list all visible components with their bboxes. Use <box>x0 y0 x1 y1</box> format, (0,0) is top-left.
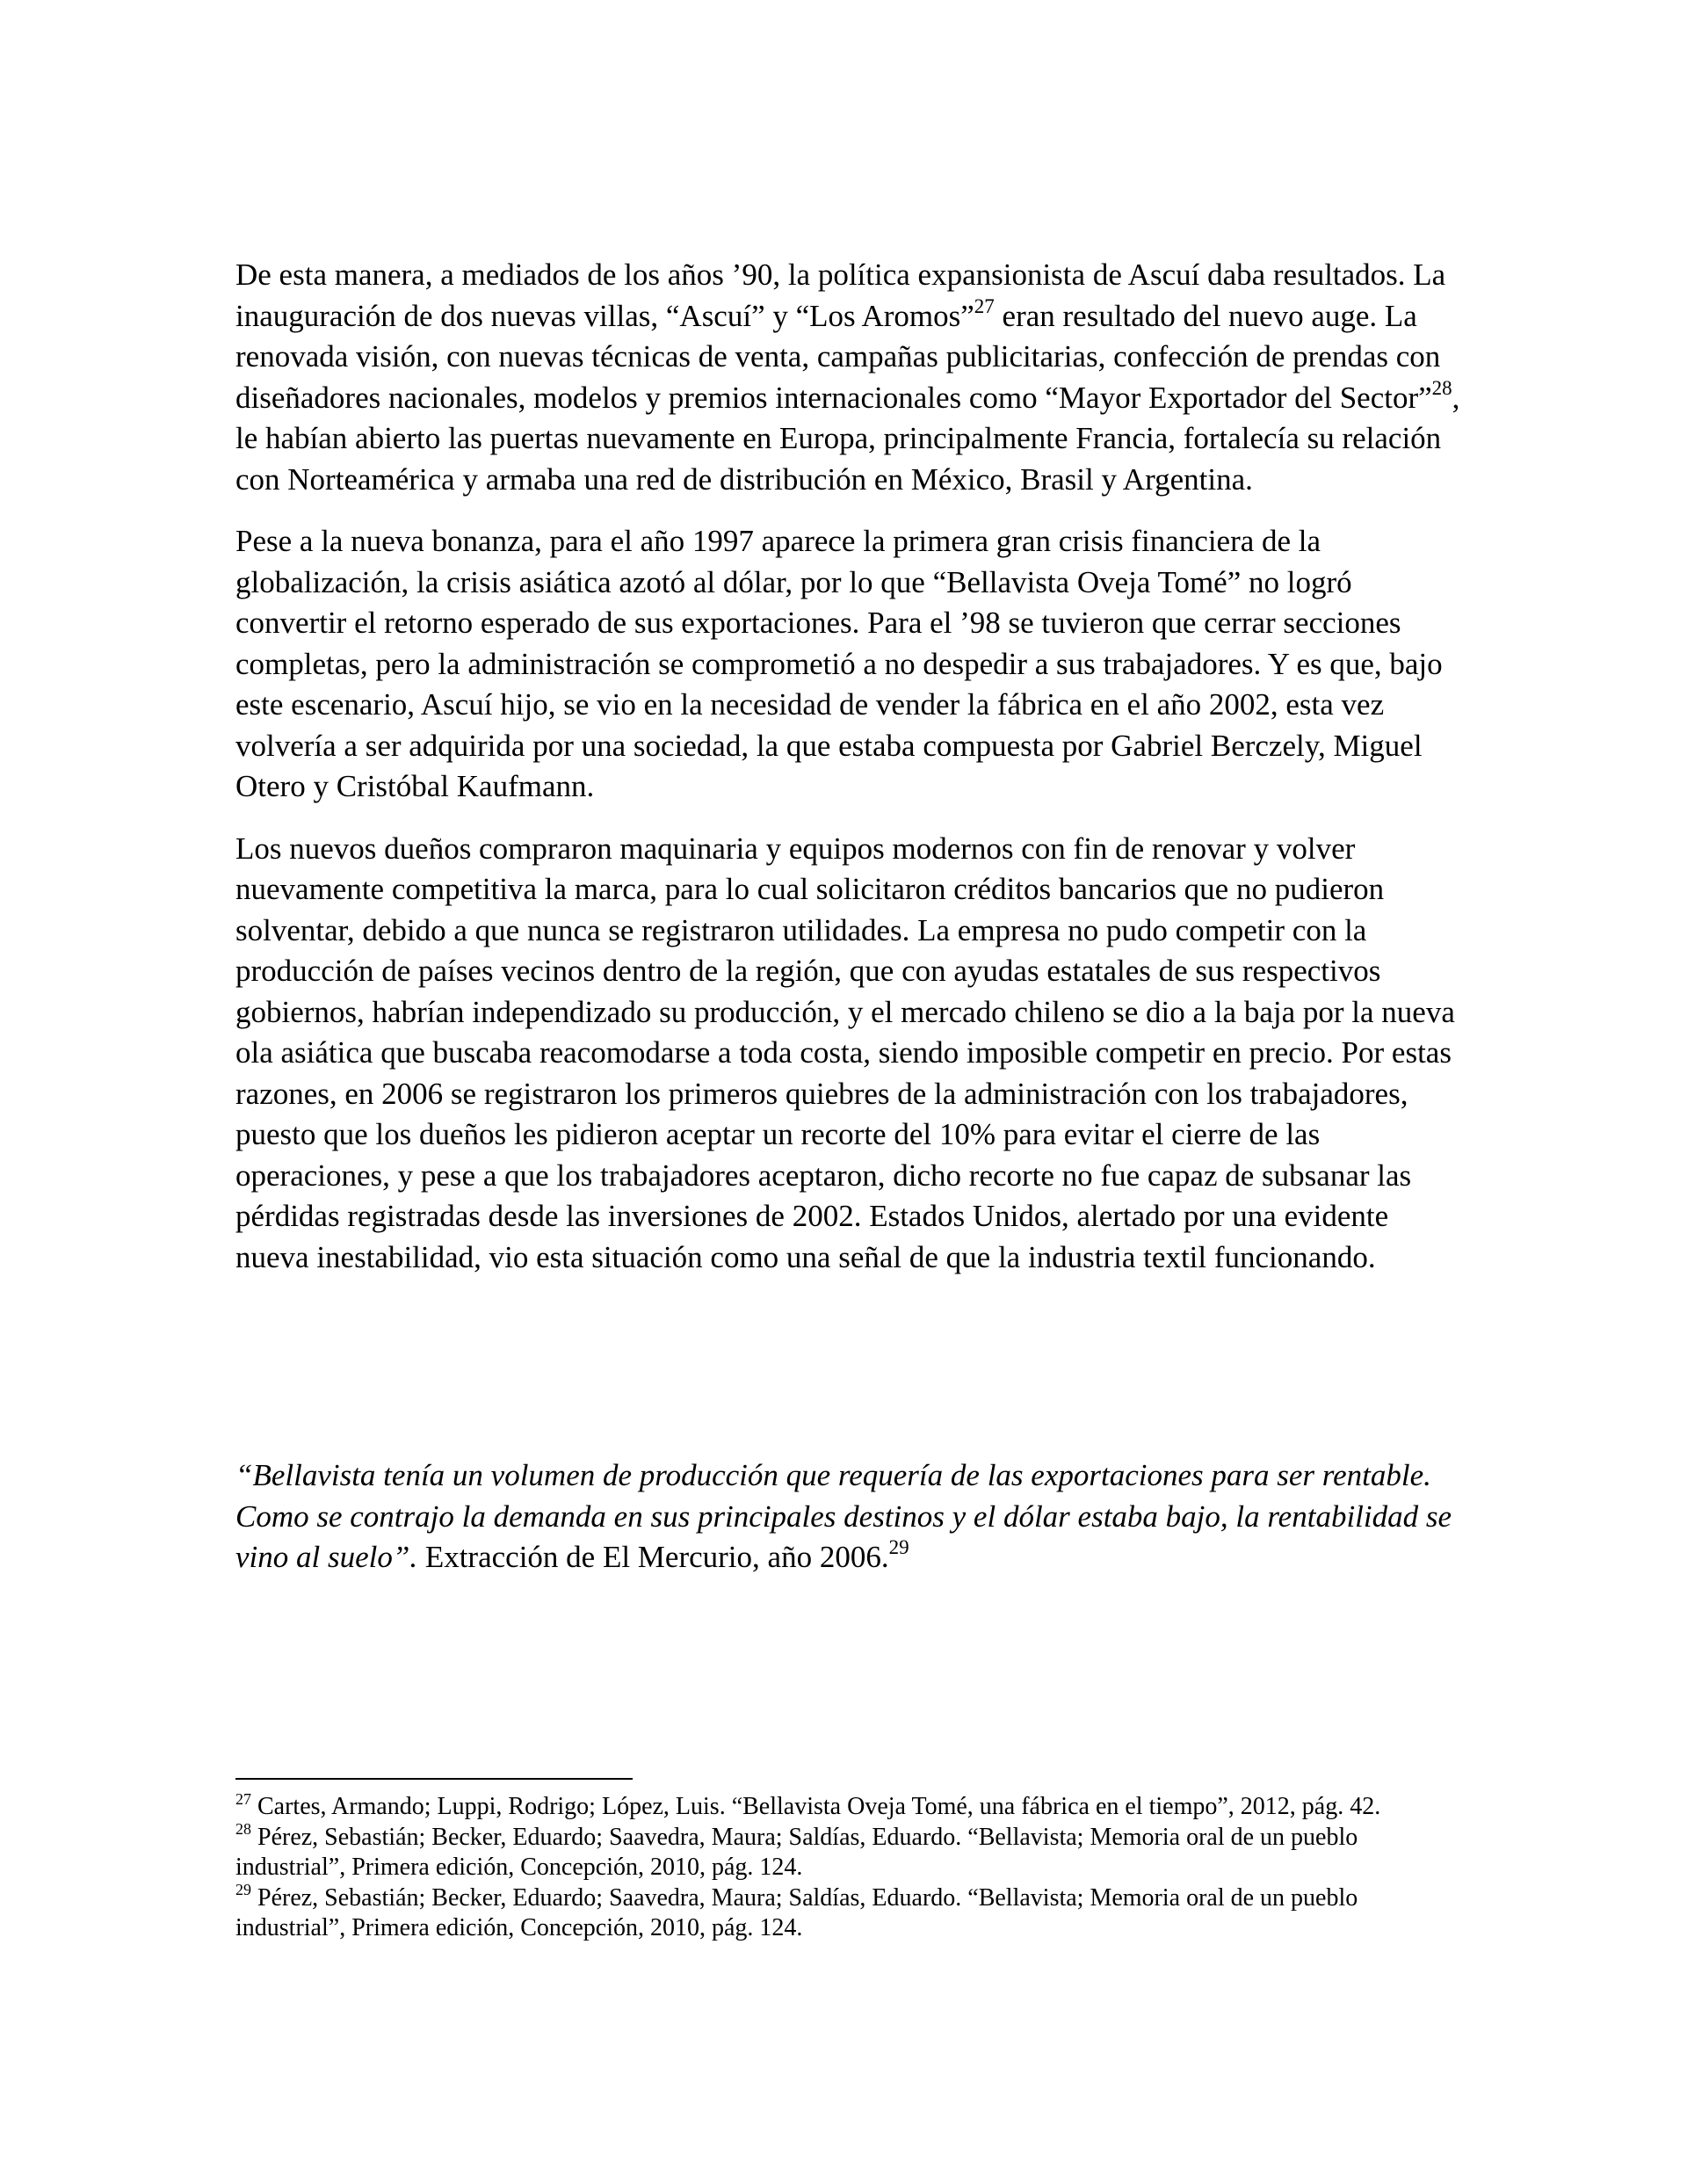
footnote-number: 29 <box>235 1881 251 1899</box>
footnote-ref-27[interactable]: 27 <box>974 294 995 317</box>
footnote-text: Cartes, Armando; Luppi, Rodrigo; López, Luis. “Bellavista Oveja Tomé, una fábrica en el tiempo”, 2012, pág. 42. <box>251 1793 1381 1820</box>
paragraph-text: De esta manera, a mediados de los años ’90, la política expansionista de Ascuí daba resultados. La inauguración de dos nuevas villas, “Ascuí” y “Los Aromos” <box>235 258 1446 333</box>
document-body <box>235 255 1466 1299</box>
quote-source: Extracción de El Mercurio, año 2006. <box>417 1540 889 1574</box>
paragraph-3 <box>235 829 1466 1279</box>
footnote-27 <box>235 1789 1466 1823</box>
footnote-text: Pérez, Sebastián; Becker, Eduardo; Saavedra, Maura; Saldías, Eduardo. “Bellavista; Memoria oral de un pueblo industrial”, Primera edición, Concepción, 2010, pág. 124. <box>235 1883 1358 1941</box>
paragraph-1 <box>235 255 1466 500</box>
paragraph-text: , le habían abierto las puertas nuevamente en Europa, principalmente Francia, fortalecía su relación con Norteamérica y armaba una red de distribución en México, Brasil y Argentina. <box>235 380 1460 497</box>
paragraph-2 <box>235 521 1466 808</box>
footnote-separator <box>235 1778 633 1780</box>
footnote-ref-28[interactable]: 28 <box>1431 376 1452 399</box>
footnote-number: 28 <box>235 1820 251 1839</box>
quote-text: “Bellavista tenía un volumen de producción que requería de las exportaciones para ser rentable. Como se contrajo la demanda en sus principales destinos y el dólar estaba bajo, la rentabilidad se vino al suelo”. <box>235 1458 1452 1574</box>
footnote-ref-29[interactable]: 29 <box>888 1536 909 1559</box>
footnote-29 <box>235 1883 1466 1944</box>
paragraph-text: Los nuevos dueños compraron maquinaria y equipos modernos con fin de renovar y volver nuevamente competitiva la marca, para lo cual solicitaron créditos bancarios que no pudieron solventar, debido a que nunca se registraron utilidades. La empresa no pudo competir con la producción de países vecinos dentro de la región, que con ayudas estatales de sus respectivos gobiernos, habrían independizado su producción, y el mercado chileno se dio a la baja por la nueva ola asiática que buscaba reacomodarse a toda costa, siendo imposible competir en precio. Por estas razones, en 2006 se registraron los primeros quiebres de la administración con los trabajadores, puesto que los dueños les pidieron aceptar un recorte del 10% para evitar el cierre de las operaciones, y pese a que los trabajadores aceptaron, dicho recorte no fue capaz de subsanar las pérdidas registradas desde las inversiones de 2002. Estados Unidos, alertado por una evidente nueva inestabilidad, vio esta situación como una señal de que la industria textil funcionando. <box>235 831 1455 1274</box>
footnote-number: 27 <box>235 1789 251 1808</box>
footnote-text: Pérez, Sebastián; Becker, Eduardo; Saavedra, Maura; Saldías, Eduardo. “Bellavista; Memoria oral de un pueblo industrial”, Primera edición, Concepción, 2010, pág. 124. <box>235 1823 1358 1881</box>
footnotes-section <box>235 1778 1466 1944</box>
paragraph-text: eran resultado del nuevo auge. La renovada visión, con nuevas técnicas de venta, campañas publicitarias, confección de prendas con diseñadores nacionales, modelos y premios internacionales como “Mayor Exportador del Sector” <box>235 298 1441 415</box>
block-quote <box>235 1455 1466 1578</box>
footnote-28 <box>235 1820 1466 1883</box>
paragraph-text: Pese a la nueva bonanza, para el año 1997 aparece la primera gran crisis financiera de la globalización, la crisis asiática azotó al dólar, por lo que “Bellavista Oveja Tomé” no logró convertir el retorno esperado de sus exportaciones. Para el ’98 se tuvieron que cerrar secciones completas, pero la administración se comprometió a no despedir a sus trabajadores. Y es que, bajo este escenario, Ascuí hijo, se vio en la necesidad de vender la fábrica en el año 2002, esta vez volvería a ser adquirida por una sociedad, la que estaba compuesta por Gabriel Berczely, Miguel Otero y Cristóbal Kaufmann. <box>235 524 1443 803</box>
